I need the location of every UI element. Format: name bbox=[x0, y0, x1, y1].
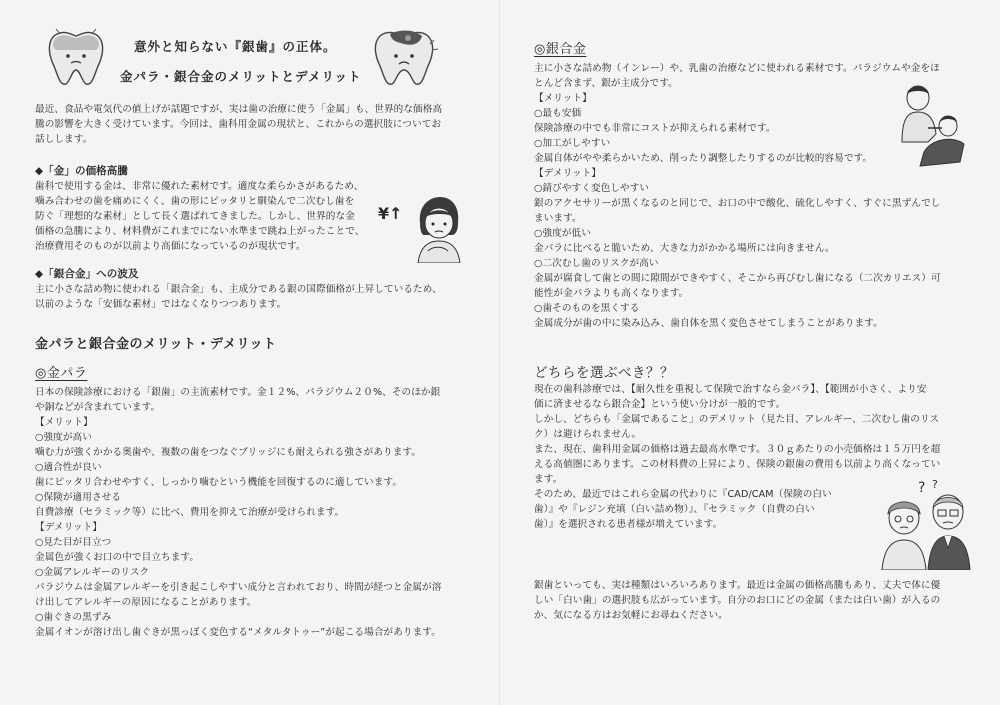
silver-line: 以前のような「安価な素材」ではなくなりつつあります。 bbox=[35, 299, 287, 310]
intro-line: 話しします。 bbox=[35, 134, 93, 145]
gingokin-heading: ◎銀合金 bbox=[534, 42, 587, 57]
gold-line: 防ぐ「理想的な素材」として長く選ばれてきました。しかし、世界的な金 bbox=[35, 211, 355, 222]
kinpara-line: 日本の保険診療における「銀歯」の主流素材です。金１２%、パラジウム２０%、そのほか銀 bbox=[35, 387, 441, 398]
gingokin-line: まいます。 bbox=[534, 213, 582, 224]
kinpara-line: ○金属アレルギーのリスク bbox=[35, 567, 150, 578]
choice-line: ます。 bbox=[534, 474, 563, 485]
kinpara-line: ○見た目が目立つ bbox=[35, 537, 112, 548]
choice-line: 価に済ませるなら銀合金】という使い分けが一般的です。 bbox=[534, 399, 786, 410]
gingokin-line: ○強度が低い bbox=[534, 228, 591, 239]
elderly-couple-illustration bbox=[878, 478, 978, 570]
kinpara-line: 金属イオンが溶け出し歯ぐきが黒っぽく変色する“メタルタトゥー”が起こる場合があります。 bbox=[35, 627, 441, 638]
sad-tooth-illustration bbox=[42, 26, 110, 88]
gingokin-line: 【デメリット】 bbox=[534, 168, 602, 179]
header-title: 意外と知らない『銀歯』の正体。 bbox=[134, 39, 337, 54]
gold-line: 価格の急騰により、材料費がこれまでにない水準まで跳ね上がったことで、 bbox=[35, 226, 365, 237]
gingokin-paragraph bbox=[534, 61, 941, 331]
choice-line: そのため、最近ではこれら金属の代わりに『CAD/CAM（保険の白い bbox=[534, 489, 832, 500]
dentist-patient-illustration bbox=[898, 82, 968, 172]
gold-line: 噛み合わせの歯を痛めにくく、歯の形にピッタリと馴染んで二次むし歯を bbox=[35, 196, 355, 207]
header-subtitle: 金パラ・銀合金のメリットとデメリット bbox=[120, 69, 362, 84]
intro-paragraph bbox=[35, 102, 442, 147]
choice-heading: どちらを選ぶべき？？ bbox=[534, 365, 674, 381]
page-fold bbox=[499, 0, 500, 705]
gingokin-line: 保険診療の中でも非常にコストが抑えられる素材です。 bbox=[534, 123, 776, 134]
kinpara-line: け出してアレルギーの原因になることがあります。 bbox=[35, 597, 257, 608]
gold-paragraph bbox=[35, 179, 364, 254]
choice-line: 歯）』や『レジン充填（白い詰め物）』、『セラミック（自費の白い bbox=[534, 504, 815, 515]
gingokin-line: 銀のアクセサリーが黒くなるのと同じで、お口の中で酸化、硫化しやすく、すぐに黒ずんでし bbox=[534, 198, 941, 209]
kinpara-line: 噛む力が強くかかる奥歯や、複数の歯をつなぐブリッジにも耐えられる強さがあります。 bbox=[35, 447, 422, 458]
gingokin-line: 金パラに比べると脆いため、大きな力がかかる場所には向きません。 bbox=[534, 243, 835, 254]
gingokin-line: ○最も安価 bbox=[534, 108, 582, 119]
kinpara-line: パラジウムは金属アレルギーを引き起こしやすい成分と言われており、時間が経つと金属が溶 bbox=[35, 582, 442, 593]
damaged-tooth-illustration bbox=[368, 24, 440, 90]
kinpara-line: ○適合性が良い bbox=[35, 462, 102, 473]
gingokin-line: 能性が金パラよりも高くなります。 bbox=[534, 288, 689, 299]
closing-paragraph bbox=[534, 578, 940, 623]
silver-paragraph bbox=[35, 282, 442, 312]
kinpara-line: ○保険が適用させる bbox=[35, 492, 122, 503]
gingokin-line: 金属成分が歯の中に染み込み、歯自体を黒く変色させてしまうことがあります。 bbox=[534, 318, 883, 329]
kinpara-paragraph bbox=[35, 385, 441, 640]
gold-heading: ◆「金」の価格高騰 bbox=[35, 165, 128, 177]
gingokin-line: ○歯そのものを黒くする bbox=[534, 303, 640, 314]
yen-up-icon: ¥↑ bbox=[378, 204, 403, 223]
kinpara-line: ○強度が高い bbox=[35, 432, 92, 443]
silver-heading: ◆「銀合金」への波及 bbox=[35, 268, 139, 280]
gingokin-line: ○二次むし歯のリスクが高い bbox=[534, 258, 659, 269]
choice-line: 現在の歯科診療では、【耐久性を重視して保険で治すなら金パラ】、【範囲が小さく、より安 bbox=[534, 384, 927, 395]
kinpara-line: 自費診療（セラミック等）に比べ、費用を抑えて治療が受けられます。 bbox=[35, 507, 345, 518]
closing-line: しい「白い歯」の選択肢も広がっています。自分のお口にどの金属（または白い歯）が入るの bbox=[534, 595, 941, 606]
gingokin-line: 【メリット】 bbox=[534, 93, 592, 104]
gingokin-line: 主に小さな詰め物（インレー）や、乳歯の治療などに使われる素材です。パラジウムや金をほ bbox=[534, 63, 940, 74]
choice-line: える高値圏にあります。この材料費の上昇により、保険の銀歯の費用も以前より高くなってい bbox=[534, 459, 941, 470]
choice-line: ク）は避けられません。 bbox=[534, 429, 642, 440]
kinpara-line: 【メリット】 bbox=[35, 417, 93, 428]
merit-demerit-heading: 金パラと銀合金のメリット・デメリット bbox=[35, 337, 277, 352]
kinpara-line: 金属色が強くお口の中で目立ちます。 bbox=[35, 552, 200, 563]
gold-line: 歯科で使用する金は、非常に優れた素材です。適度な柔らかさがあるため、 bbox=[35, 181, 364, 192]
intro-line: 最近、食品や電気代の値上げが話題ですが、実は歯の治療に使う「金属」も、世界的な価格高 bbox=[35, 104, 443, 115]
gingokin-line: 金属が腐食して歯との間に隙間ができやすく、そこから再びむし歯になる（二次カリエス）可 bbox=[534, 273, 941, 284]
choice-line: しかし、どちらも「金属であること」のデメリット（見た目、アレルギー、二次むし歯のリス bbox=[534, 414, 940, 425]
kinpara-line: ○歯ぐきの黒ずみ bbox=[35, 612, 112, 623]
gold-line: 治療費用そのものが以前より高価になっているのが現状です。 bbox=[35, 241, 306, 252]
choice-line: 歯）』を選択される患者様が増えています。 bbox=[534, 519, 723, 530]
closing-line: か、気になる方はお気軽にお尋ねください。 bbox=[534, 610, 728, 621]
choice-line: また、現在、歯科用金属の価格は過去最高水準です。３０ｇあたりの小売価格は１５万円を超 bbox=[534, 444, 941, 455]
gingokin-line: ○錆びやすく変色しやすい bbox=[534, 183, 650, 194]
closing-line: 銀歯といっても、実は種類はいろいろあります。最近は金属の価格高騰もあり、丈夫で体に優 bbox=[534, 580, 941, 591]
kinpara-line: 【デメリット】 bbox=[35, 522, 103, 533]
kinpara-line: 歯にピッタリ合わせやすく、しっかり噛むという機能を回復するのに適しています。 bbox=[35, 477, 403, 488]
kinpara-line: や銅などが含まれています。 bbox=[35, 402, 161, 413]
gingokin-line: 金属自体がやや柔らかいため、削ったり調整したりするのが比較的容易です。 bbox=[534, 153, 873, 164]
svg-text:?: ? bbox=[932, 478, 938, 491]
kinpara-heading: ◎金パラ bbox=[35, 366, 88, 381]
worried-woman-illustration bbox=[410, 193, 466, 263]
intro-line: 騰の影響を大きく受けています。今回は、歯科用金属の現状と、これからの選択肢についてお bbox=[35, 119, 442, 130]
svg-text:?: ? bbox=[918, 480, 926, 496]
gingokin-line: とんど含まず、銀が主成分です。 bbox=[534, 78, 678, 89]
silver-line: 主に小さな詰め物に使われる「銀合金」も、主成分である銀の国際価格が上昇しているため、 bbox=[35, 284, 442, 295]
gingokin-line: ○加工がしやすい bbox=[534, 138, 611, 149]
